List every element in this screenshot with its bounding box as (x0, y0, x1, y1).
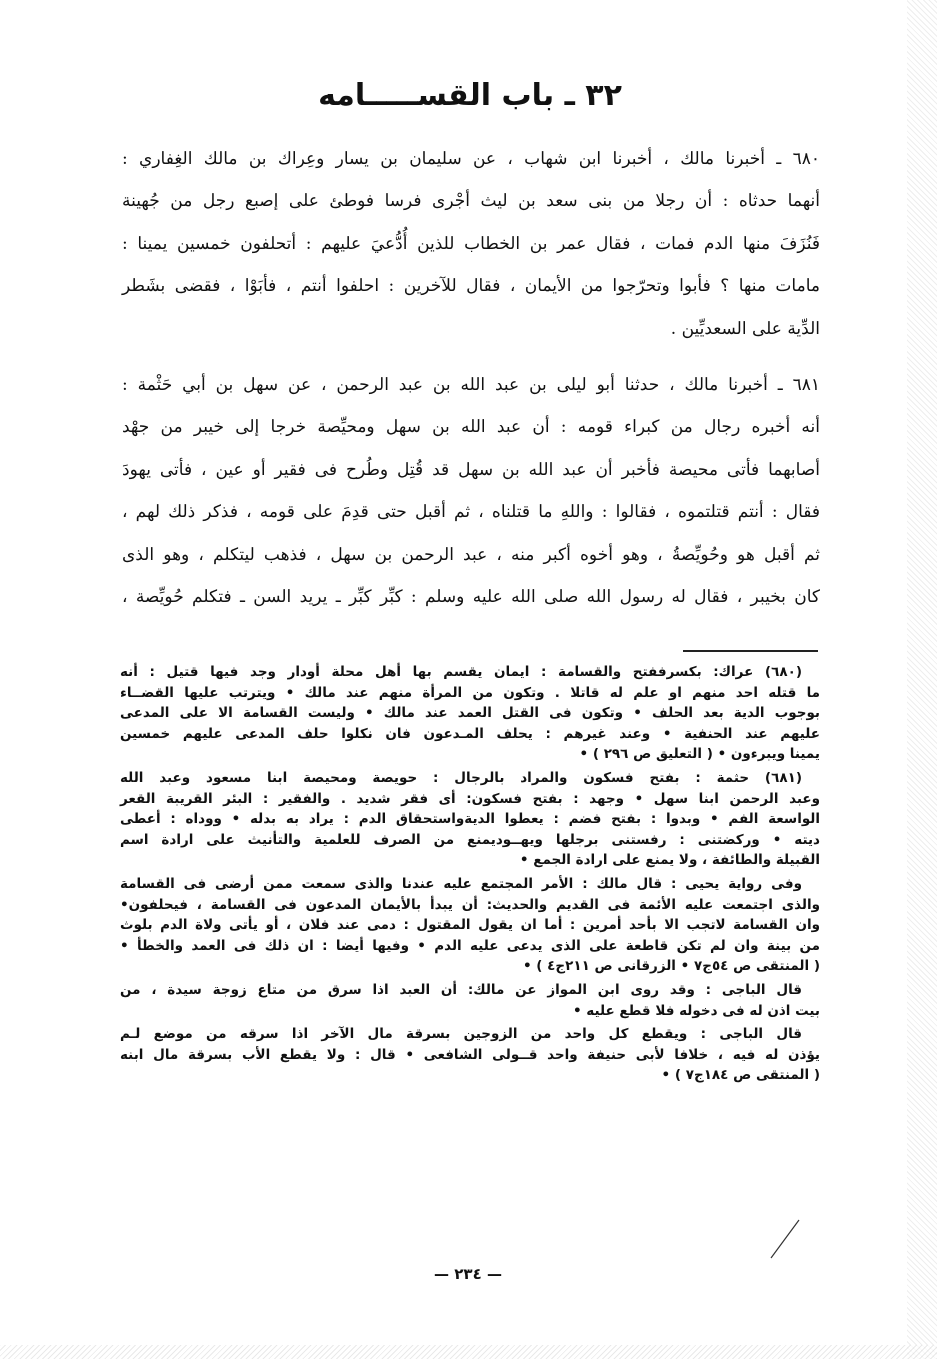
footnote-681 (120, 768, 820, 871)
note-line: من بينة وان لم تكن قاطعة على الذى يدعى عليه الدم • وفيها أيضا : ان ذلك فى العمد والخطأ • (120, 937, 820, 954)
text-line: أصابهما فأتى محيصة فأخبر أن عبد الله بن سهل قد قُتِل وطُرح فى فقير أو عين ، فأتى يهودَ (122, 459, 820, 480)
note-line: وعبد الرحمن ابنا سهل • وجهد : بفتح فسكون: أى فقر شديد . والفقير : البئر القريبة القعر (120, 790, 820, 807)
page-number: — ٢٣٤ — (434, 1265, 502, 1283)
note-line: عليهم عند الحنفية • وعند غيرهم : يحلف المـدعون فان نكلوا حلف المدعى عليهم خمسين (120, 725, 820, 742)
text-line: كان بخيبر ، فقال له رسول الله صلى الله عليه وسلم : كبِّر كبِّر ـ يريد السن ـ فتكلم حُويِّصة ، (122, 587, 820, 608)
note-line: يمينا ويبرءون • ( التعليق ص ٢٩٦ ) • (579, 746, 820, 763)
note-line: يؤذن له فيه ، خلافا لأبى حنيفة واحد قــولى الشافعى • قال : ولا يقطع الأب بسرقة مال ابنه (120, 1046, 820, 1063)
chapter-heading: ٣٢ ـ باب القســـــامه (318, 78, 622, 113)
text-line: ٦٨١ ـ أخبرنا مالك ، حدثنا أبو ليلى بن عبد الله بن عبد الرحمن ، عن سهل بن أبي حَثْمة : (122, 375, 820, 396)
note-line: (٦٨١) حثمة : بفتح فسكون والمراد بالرجال : حويصة ومحيصة ابنا مسعود وعبد الله (120, 769, 802, 786)
footnote-yahya (120, 874, 820, 977)
scan-edge-texture (907, 0, 937, 1359)
text-line: ثم أقبل هو وحُويِّصةُ ، وهو أخوه أكبر منه ، عبد الرحمن بن سهل ، فذهب ليتكلم ، وهو الذى (122, 544, 820, 565)
note-line: الواسعة الفم • وبدوا : بفتح فضم : يعطوا الديةواستحقاق الدم : يراد به بدله • ووداه : أعطى (120, 811, 820, 828)
note-line: والذى اجتمعت عليه الأئمة فى القديم والحديث: أن يبدأ بالأيمان المدعون فى القسامة ، فيحلفون• (120, 896, 820, 913)
note-line: القبيلة والطائفة ، ولا يمنع على ارادة الجمع • (519, 852, 820, 869)
note-line: بوجوب الدية بعد الحلف • وتكون فى القتل العمد عند مالك • وليست القسامة الا على المدعى (120, 705, 820, 722)
text-line: الدِّية على السعديِّين . (670, 318, 820, 339)
scan-edge-texture-bottom (0, 1345, 937, 1359)
note-line: ( المنتقى ص ٥٤ج٧ • الزرقانى ص ٢١١ج٤ ) • (522, 958, 820, 975)
note-line: (٦٨٠) عراك: بكسرففتح والقسامة : ايمان يقسم بها أهل محلة أودار وجد فيها قتيل : أنه (120, 664, 802, 680)
hadith-680 (122, 138, 820, 350)
note-line: ما قتله احد منهم او علم له قاتلا . وتكون من المرأة منهم عند مالك • ويترتب عليها القضــاء (120, 684, 820, 701)
text-line: أنه أخبره رجال من كبراء قومه : أن عبد الله بن سهل ومحيِّصة خرجا إلى خيبر من جهْد (122, 417, 820, 438)
note-line: بيت اذن له فى دخوله فلا قطع عليه • (572, 1002, 820, 1019)
text-line: فقال : أنتم قتلتموه ، فقالوا : واللهِ ما قتلناه ، ثم أقبل حتى قدِمَ على قومه ، فذكر ذلك لهم ، (122, 502, 820, 523)
note-line: وفى رواية يحيى : قال مالك : الأمر المجتمع عليه عندنا والذى سمعت ممن أرضى فى القسامة (120, 875, 802, 892)
footnotes (120, 662, 820, 1089)
note-line: وان القسامة لاتجب الا بأحد أمرين : أما ان يقول المقتول : دمى عند فلان ، أو يأتى ولاة الدم بلوث (120, 917, 820, 934)
footnote-separator (683, 650, 818, 652)
footnote-baji-1 (120, 980, 820, 1021)
main-text (122, 138, 820, 618)
text-line: أنهما حدثاه : أن رجلا من بنى سعد بن ليث أجْرى فرسا فوطئ على إصبع رجل من جُهينة (122, 191, 820, 212)
text-line: ٦٨٠ ـ أخبرنا مالك ، أخبرنا ابن شهاب ، عن سليمان بن يسار وعِراك بن مالك الغِفاري : (122, 149, 820, 169)
text-line: فَنُزَفَ منها الدم فمات ، فقال عمر بن الخطاب للذين أُدُّعيَ عليهم : أتحلفون خمسين يمينا : (122, 233, 820, 254)
note-line: قال الباجى : وقد روى ابن المواز عن مالك: أن العبد اذا سرق من متاع زوجة سيدة ، من (120, 981, 802, 998)
pen-mark (765, 1218, 805, 1260)
note-line: ( المنتقى ص ١٨٤ج٧ ) • (661, 1067, 820, 1084)
note-line: قال الباجى : ويقطع كل واحد من الزوجين بسرقة مال الآخر اذا سرقه من موضع لـم (120, 1026, 802, 1043)
footnote-baji-2 (120, 1024, 820, 1086)
hadith-681 (122, 364, 820, 618)
text-line: مامات منها ؟ فأبوا وتحرّجوا من الأيمان ، فقال للآخرين : احلفوا أنتم ، فأبَوْا ، فقضى بشَطر (122, 276, 820, 297)
note-line: ديته • وركضتنى : رفستنى برجلها ويهــوديمنع من الصرف للعلمية والتأنيث على ارادة اسم (120, 831, 820, 848)
footnote-680 (120, 662, 820, 765)
